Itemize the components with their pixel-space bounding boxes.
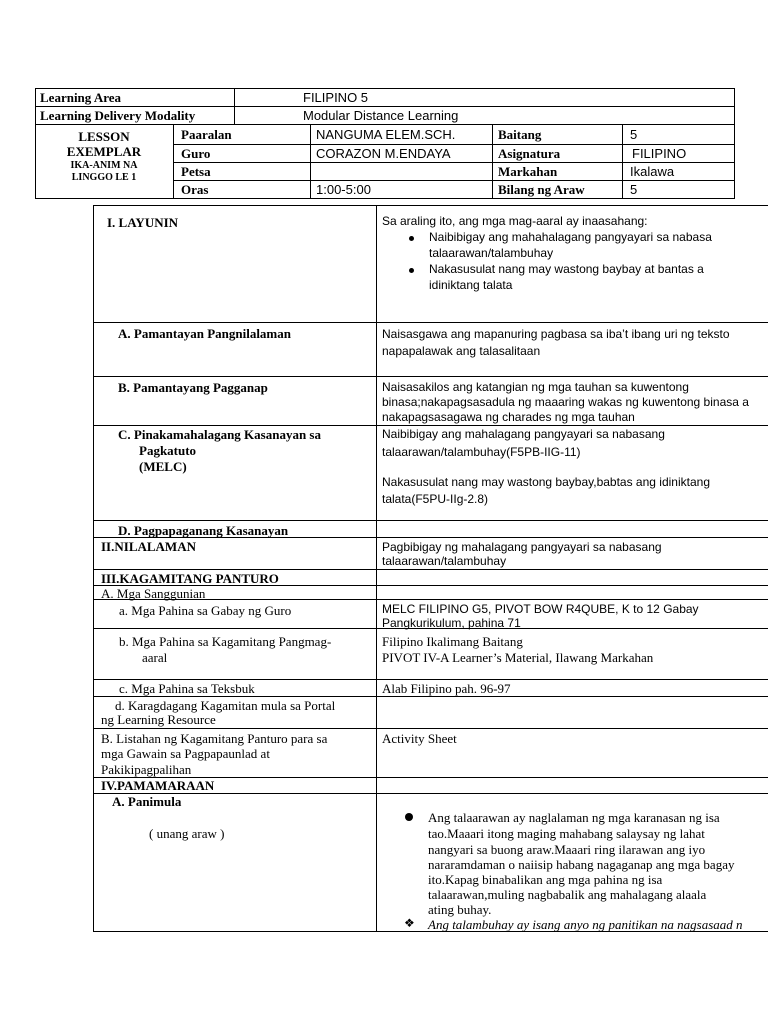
header-divider (622, 124, 623, 199)
mga-sanggunian-label: A. Mga Sanggunian (101, 586, 206, 601)
teksbuk-label: c. Mga Pahina sa Teksbuk (119, 681, 255, 696)
pamantayan-pangnilalaman-value: Naisasgawa ang mapanuring pagbasa sa iba’t ibang uri ng teksto (382, 327, 730, 341)
melc-label: Pagkatuto (139, 443, 197, 458)
panimula-text: nararamdaman o naiisip habang nagaganap ang mga bagay (428, 857, 735, 872)
listahan-label: mga Gawain sa Pagpapaunlad at (101, 746, 270, 761)
kagamitang-panturo-label: III.KAGAMITANG PANTURO (101, 571, 279, 586)
oras-value: 1:00-5:00 (316, 182, 371, 197)
pagpapaganang-kasanayan-label: D. Pagpapaganang Kasanayan (118, 523, 289, 538)
melc-label: (MELC) (139, 459, 187, 474)
pamantayang-pagganap-value: Naisasakilos ang katangian ng mga tauhan sa kuwentong (382, 380, 689, 394)
panimula-text: talaarawan,muling nagbabalik ang mahalagang alaala (428, 887, 707, 902)
header-divider (35, 106, 735, 107)
lesson-week: IKA-ANIM NA (70, 160, 138, 171)
row-divider (93, 679, 768, 680)
lesson-title: EXEMPLAR (66, 144, 142, 159)
melc-value: Nakasusulat nang may wastong baybay,babtas ang idiniktang (382, 475, 710, 489)
layunin-label: I. LAYUNIN (107, 215, 179, 230)
pamantayang-pagganap-label: B. Pamantayang Pagganap (118, 380, 268, 395)
header-divider (173, 124, 174, 199)
panimula-text: tao.Maaari itong maging mahabang salaysay ng lahat (428, 826, 705, 841)
bullet-icon (409, 268, 414, 273)
row-divider (93, 520, 768, 521)
bilang-label: Bilang ng Araw (498, 182, 585, 197)
kagamitang-pangmag-aaral-value: PIVOT IV-A Learner’s Material, Ilawang Markahan (382, 650, 654, 665)
row-divider (93, 793, 768, 794)
header-divider (173, 162, 735, 163)
asignatura-value: FILIPINO (632, 146, 687, 161)
modality-label: Learning Delivery Modality (40, 108, 196, 123)
row-divider (93, 728, 768, 729)
row-divider (93, 376, 768, 377)
melc-value: talata(F5PU-IIg-2.8) (382, 492, 489, 506)
listahan-value: Activity Sheet (382, 731, 457, 746)
panimula-text: nangyari sa buong araw.Maaari ring ilarawan ang iyo (428, 842, 706, 857)
layunin-objective: talaarawan/talambuhay (429, 246, 554, 260)
layunin-intro: Sa araling ito, ang mga mag-aaral ay inaasahang: (382, 214, 648, 228)
body-border-top (93, 205, 768, 206)
bilang-value: 5 (630, 182, 638, 197)
learning-resource-label: ng Learning Resource (101, 712, 216, 727)
pamantayan-pangnilalaman-value: napapalawak ang talasalitaan (382, 344, 541, 358)
panimula-text: Ang talaarawan ay naglalaman ng mga karanasan ng isa (428, 810, 720, 825)
gabay-ng-guro-value: MELC FILIPINO G5, PIVOT BOW R4QUBE, K to 12 Gabay (382, 602, 699, 616)
petsa-label: Petsa (181, 164, 211, 179)
nilalaman-value: Pagbibigay ng mahalagang pangyayari sa nabasang (382, 540, 662, 554)
markahan-value: Ikalawa (630, 164, 675, 179)
lesson-week: LINGGO LE 1 (71, 172, 137, 183)
lesson-title: LESSON (78, 129, 130, 144)
nilalaman-label: II.NILALAMAN (101, 539, 196, 554)
layunin-objective: Nakasusulat nang may wastong baybay at bantas a (429, 262, 704, 276)
row-divider (93, 696, 768, 697)
kagamitang-pangmag-aaral-label: b. Mga Pahina sa Kagamitang Pangmag- (119, 634, 332, 649)
header-border-right (734, 88, 735, 199)
paaralan-label: Paaralan (181, 127, 232, 142)
layunin-objective: Naibibigay ang mahahalagang pangyayari sa nabasa (429, 230, 712, 244)
modality-value: Modular Distance Learning (303, 108, 459, 123)
gabay-ng-guro-value: Pangkurikulum, pahina 71 (382, 616, 521, 630)
header-divider (310, 124, 311, 199)
melc-value: talaarawan/talambuhay(F5PB-IIG-11) (382, 445, 581, 459)
kagamitang-pangmag-aaral-value: Filipino Ikalimang Baitang (382, 634, 523, 649)
teksbuk-value: Alab Filipino pah. 96-97 (382, 681, 511, 696)
panimula-label: A. Panimula (112, 794, 182, 809)
header-divider (492, 124, 493, 199)
row-divider (93, 322, 768, 323)
pamantayan-pangnilalaman-label: A. Pamantayan Pangnilalaman (118, 326, 291, 341)
asignatura-label: Asignatura (498, 146, 561, 161)
melc-label: C. Pinakamahalagang Kasanayan sa (118, 427, 321, 442)
learning-area-value: FILIPINO 5 (303, 90, 369, 105)
guro-label: Guro (181, 146, 211, 161)
nilalaman-value: talaarawan/talambuhay (382, 554, 507, 568)
panimula-text: ito.Kapag binabalikan ang mga pahina ng isa (428, 872, 663, 887)
markahan-label: Markahan (498, 164, 558, 179)
melc-value: Naibibigay ang mahalagang pangyayari sa nabasang (382, 427, 665, 441)
pamantayang-pagganap-value: nakapagsasagawa ng charades ng mga tauhan (382, 410, 635, 424)
paaralan-value: NANGUMA ELEM.SCH. (316, 127, 456, 142)
pamamaraan-label: IV.PAMAMARAAN (101, 778, 215, 793)
header-border-top (35, 88, 735, 89)
bullet-icon (409, 236, 414, 241)
pamantayang-pagganap-value: binasa;nakapagsasadula ng maaaring wakas ng kuwentong binasa a (382, 395, 749, 409)
layunin-objective: idiniktang talata (429, 278, 513, 292)
gabay-ng-guro-label: a. Mga Pahina sa Gabay ng Guro (119, 603, 292, 618)
baitang-value: 5 (630, 127, 638, 142)
oras-label: Oras (181, 182, 209, 197)
header-divider (234, 88, 235, 125)
guro-value: CORAZON M.ENDAYA (316, 146, 451, 161)
row-divider (93, 569, 768, 570)
listahan-label: B. Listahan ng Kagamitang Panturo para sa (101, 731, 328, 746)
bullet-icon (405, 813, 413, 821)
baitang-label: Baitang (498, 127, 542, 142)
header-divider (35, 124, 735, 125)
header-border-bottom (35, 198, 735, 199)
header-divider (173, 180, 735, 181)
kagamitang-pangmag-aaral-label: aaral (142, 650, 168, 665)
bullet-icon: ❖ (404, 916, 415, 930)
header-divider (173, 144, 735, 145)
panimula-text: ating buhay. (428, 902, 492, 917)
learning-area-label: Learning Area (40, 90, 122, 105)
row-divider (93, 425, 768, 426)
listahan-label: Pakikipagpalihan (101, 762, 192, 777)
unang-araw-label: ( unang araw ) (149, 826, 225, 841)
panimula-text: Ang talambuhay ay isang anyo ng panitikan na nagsasaad n (428, 917, 743, 932)
learning-resource-label: d. Karagdagang Kagamitan mula sa Portal (115, 698, 336, 713)
